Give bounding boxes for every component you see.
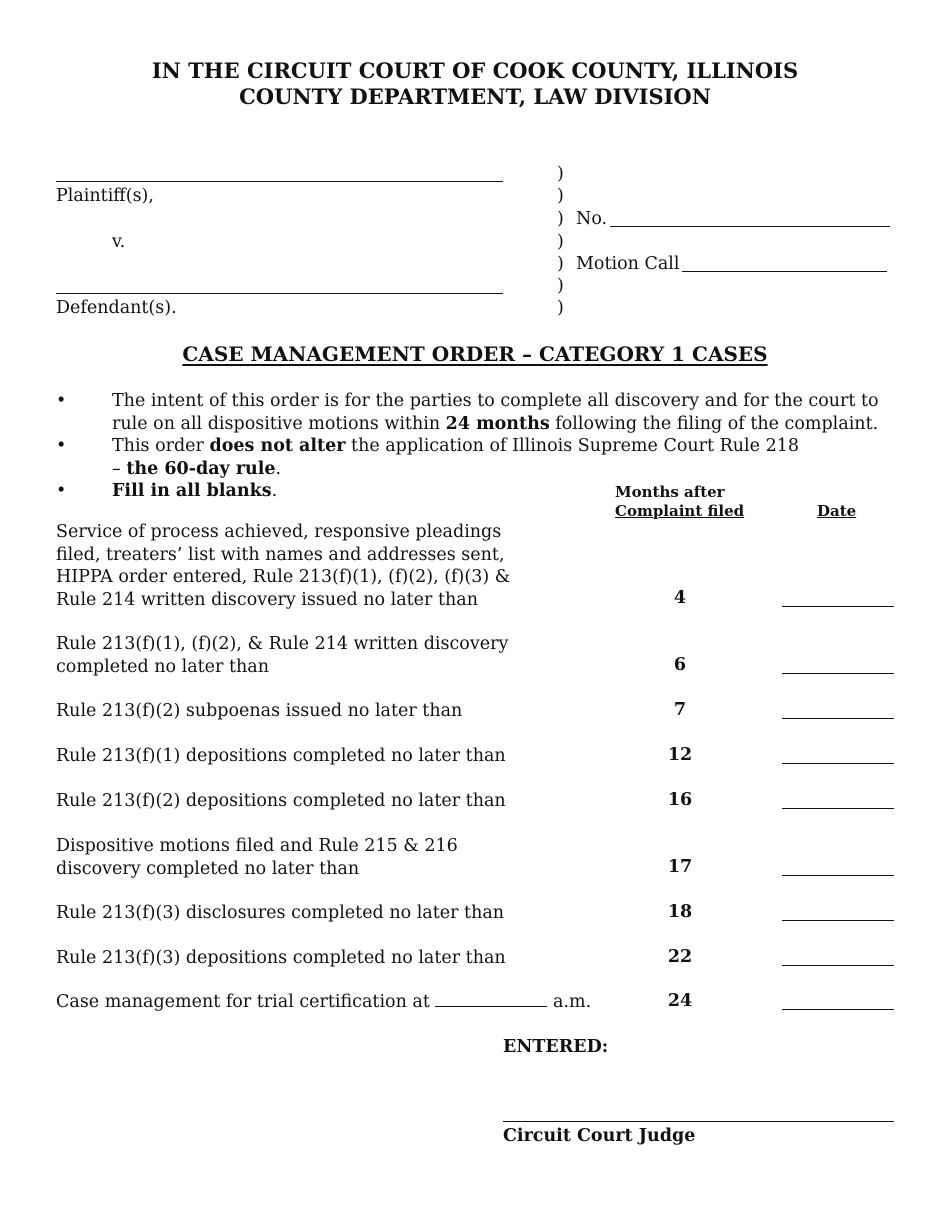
deadline-date-line[interactable] — [782, 763, 894, 764]
deadline-text: Dispositive motions filed and Rule 215 & 216 discovery completed no later than — [56, 836, 458, 879]
deadline-date-line[interactable] — [782, 965, 894, 966]
deadline-months: 22 — [667, 947, 693, 967]
deadline-months: 17 — [667, 857, 693, 877]
date-header: Date — [817, 502, 857, 520]
deadline-text: Rule 213(f)(3) disclosures completed no later than — [56, 903, 505, 923]
deadline-months: 16 — [667, 790, 693, 810]
case-number-label: No. — [576, 209, 608, 229]
deadline-months: 6 — [673, 655, 687, 675]
caption-paren: ) — [557, 164, 564, 184]
judge-signature-line[interactable] — [503, 1121, 894, 1122]
deadline-date-line[interactable] — [782, 718, 894, 719]
deadline-months: 24 — [667, 991, 693, 1011]
deadline-date-line[interactable] — [782, 673, 894, 674]
deadline-text: Case management for trial certification at a.m. — [56, 992, 592, 1012]
bullet-mark: • — [56, 436, 67, 456]
caption-paren: ) — [557, 209, 564, 229]
trial-time-blank[interactable] — [435, 992, 547, 1007]
deadline-date-line[interactable] — [782, 1009, 894, 1010]
entered-label: ENTERED: — [503, 1037, 609, 1057]
versus-label: v. — [112, 232, 126, 252]
plaintiff-name-line[interactable] — [56, 181, 503, 182]
bullet-fill-blanks: Fill in all blanks. — [112, 481, 278, 501]
case-number-line[interactable] — [610, 226, 890, 227]
caption-paren: ) — [557, 254, 564, 274]
deadline-text: Service of process achieved, responsive pleadings filed, treaters’ list with names and addresses sent, HIPPA order entered, Rule 213(f)(1), (f)(2), (f)(3) & Rule 214 written discovery issued no later than — [56, 522, 511, 610]
deadline-date-line[interactable] — [782, 808, 894, 809]
caption-paren: ) — [557, 186, 564, 206]
bullet-mark: • — [56, 481, 67, 501]
caption-paren: ) — [557, 298, 564, 318]
deadline-date-line[interactable] — [782, 920, 894, 921]
deadline-text: Rule 213(f)(2) depositions completed no later than — [56, 791, 506, 811]
judge-label: Circuit Court Judge — [503, 1126, 696, 1146]
defendant-label: Defendant(s). — [56, 298, 177, 318]
deadline-months: 7 — [673, 700, 687, 720]
order-title: CASE MANAGEMENT ORDER – CATEGORY 1 CASES — [182, 342, 768, 366]
caption-paren: ) — [557, 232, 564, 252]
deadline-months: 18 — [667, 902, 693, 922]
motion-call-line[interactable] — [682, 271, 887, 272]
court-department: COUNTY DEPARTMENT, LAW DIVISION — [239, 84, 711, 109]
deadline-months: 12 — [667, 745, 693, 765]
deadline-text: Rule 213(f)(2) subpoenas issued no later than — [56, 701, 463, 721]
bullet-rule-218: This order does not alter the application of Illinois Supreme Court Rule 218 – the 60-day rule. — [112, 436, 799, 479]
deadline-months: 4 — [673, 588, 687, 608]
motion-call-label: Motion Call — [576, 254, 680, 274]
caption-paren: ) — [557, 276, 564, 296]
deadline-text: Rule 213(f)(1) depositions completed no later than — [56, 746, 506, 766]
deadline-date-line[interactable] — [782, 606, 894, 607]
deadline-text: Rule 213(f)(3) depositions completed no later than — [56, 948, 506, 968]
months-header: Months after Complaint filed — [615, 483, 745, 520]
deadline-text: Rule 213(f)(1), (f)(2), & Rule 214 written discovery completed no later than — [56, 634, 509, 677]
court-name: IN THE CIRCUIT COURT OF COOK COUNTY, ILLINOIS — [151, 58, 799, 83]
plaintiff-label: Plaintiff(s), — [56, 186, 154, 206]
bullet-mark: • — [56, 391, 67, 411]
deadline-date-line[interactable] — [782, 875, 894, 876]
defendant-name-line[interactable] — [56, 293, 503, 294]
bullet-intent: The intent of this order is for the parties to complete all discovery and for the court to rule on all dispositive motions within 24 months following the filing of the complaint. — [112, 391, 879, 434]
